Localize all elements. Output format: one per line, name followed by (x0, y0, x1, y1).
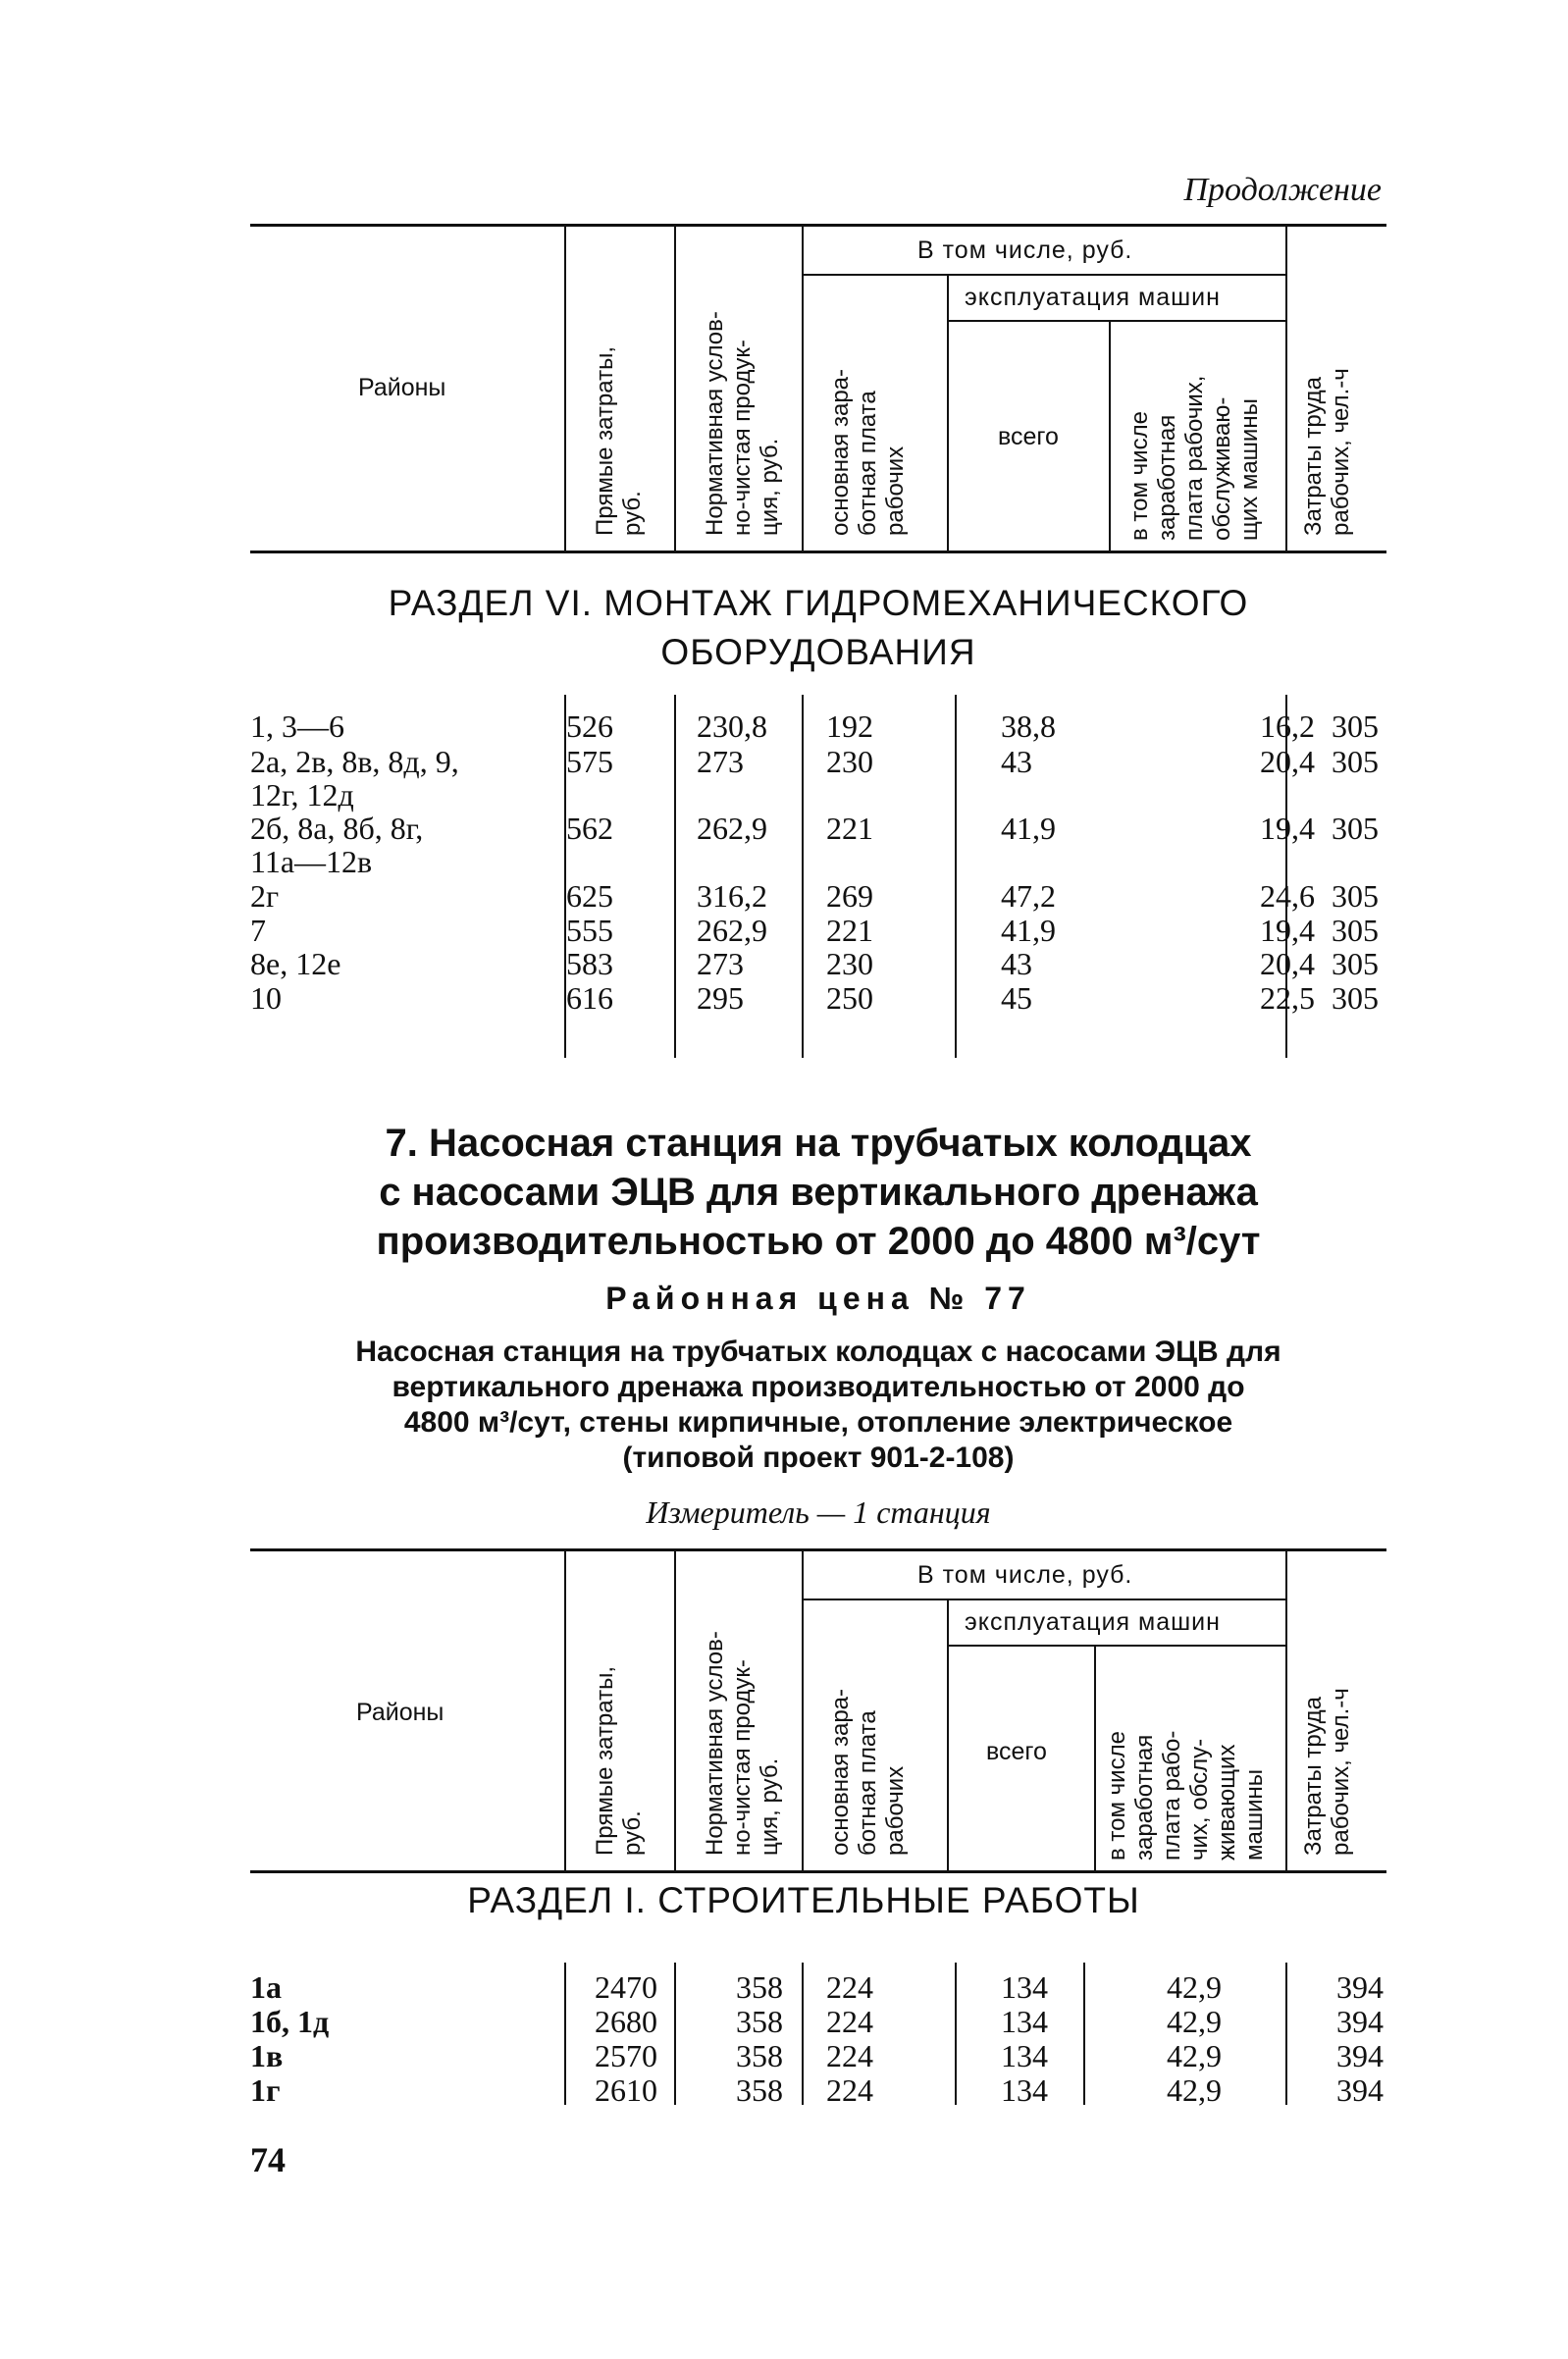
header-machine-operation: эксплуатация машин (965, 284, 1221, 311)
cell-labor: 305 (1332, 913, 1379, 948)
header-direct-costs: Прямые затраты, руб. (592, 1666, 646, 1856)
table-row (250, 2005, 1386, 2038)
header-machine-wage: в том числе заработная плата рабо- чих, обслу- живающих машины (1104, 1730, 1268, 1861)
cell-region: 2б, 8а, 8б, 8г, (250, 811, 424, 846)
table-row (250, 1970, 1386, 2004)
cell-direct: 2470 (595, 1969, 657, 2005)
heading-7-line3: производительностью от 2000 до 4800 м³/сут (376, 1220, 1261, 1263)
cell-direct: 583 (566, 946, 613, 981)
cell-machine-wage: 19,4 (1260, 913, 1315, 948)
table-row (250, 879, 1386, 913)
cell-machine-wage: 42,9 (1167, 1969, 1222, 2005)
table-row (250, 947, 1386, 980)
cell-total: 134 (1001, 2004, 1048, 2039)
cell-direct: 575 (566, 744, 613, 779)
header-basic-wage: основная зара- ботная плата рабочих (827, 1688, 909, 1856)
cell-machine-wage: 42,9 (1167, 2038, 1222, 2073)
cell-wage: 224 (826, 2038, 873, 2073)
cell-norm: 358 (736, 2004, 783, 2039)
cell-labor: 305 (1332, 811, 1379, 846)
cell-region: 1г (250, 2072, 281, 2108)
cell-norm: 358 (736, 2038, 783, 2073)
cell-wage: 230 (826, 744, 873, 779)
heading-7-line2: с насосами ЭЦВ для вертикального дренажа (379, 1171, 1258, 1214)
cell-region-cont: 11а—12в (250, 844, 373, 879)
header-including: В том числе, руб. (917, 1561, 1133, 1589)
cell-wage: 230 (826, 946, 873, 981)
section-vi-line1: РАЗДЕЛ VI. МОНТАЖ ГИДРОМЕХАНИЧЕСКОГО (388, 583, 1249, 623)
cell-total: 38,8 (1001, 708, 1056, 744)
cell-machine-wage: 20,4 (1260, 744, 1315, 779)
cell-region: 1а (250, 1969, 282, 2005)
header-machine-operation: эксплуатация машин (965, 1608, 1221, 1636)
description-line2: вертикального дренажа производительностью от 2000 до (392, 1371, 1245, 1403)
section-vi-title (250, 579, 1386, 677)
header-districts: Районы (358, 374, 446, 401)
cell-total: 45 (1001, 980, 1032, 1016)
table-row (250, 2039, 1386, 2072)
cell-total: 47,2 (1001, 878, 1056, 914)
cell-norm: 262,9 (697, 811, 767, 846)
cell-region: 8е, 12е (250, 946, 341, 981)
cell-direct: 625 (566, 878, 613, 914)
header-normative: Нормативная услов- но-чистая продук- ция, руб. (702, 311, 783, 536)
cell-machine-wage: 20,4 (1260, 946, 1315, 981)
cell-region: 1в (250, 2038, 284, 2073)
cell-region: 7 (250, 913, 266, 948)
price-title: Районная цена № 77 (605, 1281, 1031, 1316)
cell-region: 1, 3—6 (250, 708, 344, 744)
heading-7 (250, 1119, 1386, 1266)
section-vi-line2: ОБОРУДОВАНИЯ (660, 632, 976, 672)
cell-machine-wage: 24,6 (1260, 878, 1315, 914)
cell-labor: 305 (1332, 878, 1379, 914)
cell-direct: 526 (566, 708, 613, 744)
cell-norm: 358 (736, 1969, 783, 2005)
cell-labor: 305 (1332, 980, 1379, 1016)
cell-labor: 305 (1332, 744, 1379, 779)
cell-region: 2г (250, 878, 280, 914)
header-districts: Районы (356, 1699, 444, 1726)
cell-labor: 394 (1336, 2004, 1384, 2039)
cell-direct: 562 (566, 811, 613, 846)
cell-region: 2а, 2в, 8в, 8д, 9, (250, 744, 459, 779)
cell-wage: 221 (826, 913, 873, 948)
cell-region: 10 (250, 980, 282, 1016)
cell-norm: 316,2 (697, 878, 767, 914)
cell-machine-wage: 16,2 (1260, 708, 1315, 744)
table-row (250, 2073, 1386, 2107)
heading-7-line1: 7. Насосная станция на трубчатых колодцах (385, 1122, 1252, 1165)
cell-wage: 224 (826, 2072, 873, 2108)
table-row (250, 709, 1386, 743)
cell-norm: 358 (736, 2072, 783, 2108)
cell-wage: 221 (826, 811, 873, 846)
table-header-2 (250, 1548, 1386, 1873)
table-row (250, 745, 1386, 778)
header-normative: Нормативная услов- но-чистая продук- ция, руб. (702, 1631, 783, 1856)
section-i-title: РАЗДЕЛ I. СТРОИТЕЛЬНЫЕ РАБОТЫ (467, 1880, 1140, 1920)
cell-total: 43 (1001, 946, 1032, 981)
cell-direct: 555 (566, 913, 613, 948)
cell-wage: 269 (826, 878, 873, 914)
table-row-continuation (250, 845, 1386, 878)
cell-region: 1б, 1д (250, 2004, 330, 2039)
header-basic-wage: основная зара- ботная плата рабочих (827, 368, 909, 536)
header-total: всего (998, 423, 1059, 450)
cell-region-cont: 12г, 12д (250, 777, 354, 813)
cell-labor: 305 (1332, 946, 1379, 981)
description-line1: Насосная станция на трубчатых колодцах с насосами ЭЦВ для (355, 1336, 1281, 1368)
cell-total: 43 (1001, 744, 1032, 779)
cell-direct: 2610 (595, 2072, 657, 2108)
header-labor: Затраты труда рабочих, чел.-ч (1300, 368, 1354, 536)
cell-machine-wage: 42,9 (1167, 2004, 1222, 2039)
cell-norm: 230,8 (697, 708, 767, 744)
cell-total: 134 (1001, 2072, 1048, 2108)
cell-total: 41,9 (1001, 811, 1056, 846)
page-number: 74 (250, 2140, 286, 2179)
cell-norm: 295 (697, 980, 744, 1016)
cell-labor: 394 (1336, 2038, 1384, 2073)
table-row-values (250, 812, 1386, 845)
cell-labor: 394 (1336, 1969, 1384, 2005)
table-section-i (250, 1963, 1386, 2108)
description (250, 1335, 1386, 1476)
cell-direct: 616 (566, 980, 613, 1016)
header-total: всего (986, 1738, 1047, 1765)
header-labor: Затраты труда рабочих, чел.-ч (1300, 1688, 1354, 1856)
cell-labor: 305 (1332, 708, 1379, 744)
continuation-label: Продолжение (1183, 172, 1382, 208)
cell-machine-wage: 22,5 (1260, 980, 1315, 1016)
cell-wage: 250 (826, 980, 873, 1016)
header-direct-costs: Прямые затраты, руб. (592, 346, 646, 536)
cell-total: 134 (1001, 1969, 1048, 2005)
table-row (250, 981, 1386, 1015)
cell-labor: 394 (1336, 2072, 1384, 2108)
cell-machine-wage: 42,9 (1167, 2072, 1222, 2108)
header-including: В том числе, руб. (917, 236, 1133, 264)
cell-direct: 2570 (595, 2038, 657, 2073)
cell-wage: 224 (826, 2004, 873, 2039)
description-line4: (типовой проект 901-2-108) (622, 1442, 1015, 1474)
cell-wage: 192 (826, 708, 873, 744)
cell-norm: 273 (697, 744, 744, 779)
cell-total: 41,9 (1001, 913, 1056, 948)
table-row (250, 914, 1386, 947)
cell-norm: 273 (697, 946, 744, 981)
cell-total: 134 (1001, 2038, 1048, 2073)
header-machine-wage: в том числе заработная плата рабочих, обслуживаю- щих машины (1126, 375, 1263, 541)
cell-machine-wage: 19,4 (1260, 811, 1315, 846)
measure-unit: Измеритель — 1 станция (646, 1494, 991, 1530)
cell-norm: 262,9 (697, 913, 767, 948)
table-section-vi (250, 695, 1386, 1058)
table-header-1 (250, 224, 1386, 553)
cell-direct: 2680 (595, 2004, 657, 2039)
description-line3: 4800 м³/сут, стены кирпичные, отопление электрическое (403, 1406, 1233, 1439)
cell-wage: 224 (826, 1969, 873, 2005)
table-row-continuation (250, 778, 1386, 812)
